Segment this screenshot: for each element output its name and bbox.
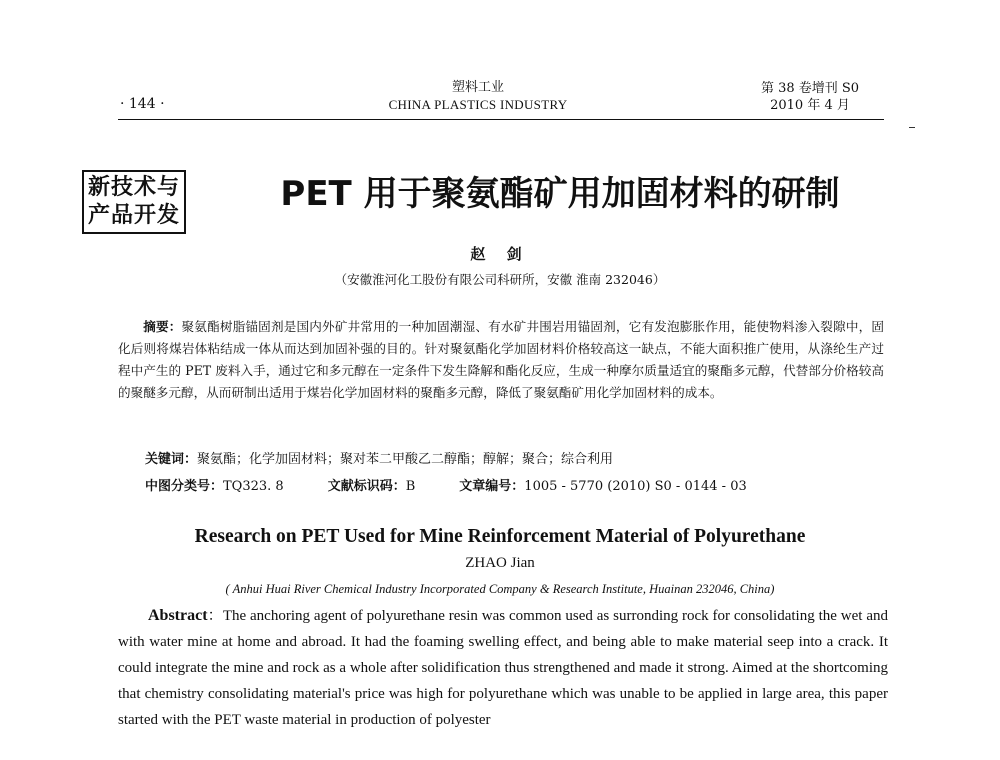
page-number: · 144 · (120, 96, 165, 112)
journal-name-en: CHINA PLASTICS INDUSTRY (388, 97, 568, 112)
journal-name-cn: 塑料工业 (451, 80, 504, 95)
article-title-cn: PET 用于聚氨酯矿用加固材料的研制 (280, 174, 840, 214)
article-no-value: 1005 - 5770 (2010) S0 - 0144 - 03 (524, 479, 747, 494)
author-cn: 赵 剑 (470, 245, 530, 263)
abstract-cn (118, 316, 884, 404)
journal-name (380, 80, 576, 114)
doc-code-value: B (405, 479, 416, 494)
article-no-label: 文章编号： (459, 479, 525, 494)
abstract-en (118, 603, 888, 733)
header-rule (118, 119, 884, 120)
abstract-cn-label: 摘要： (143, 319, 182, 334)
issue-date: 2010 年 4 月 (770, 98, 850, 113)
doc-code-label: 文献标识码： (327, 479, 406, 494)
column-badge-line1: 新技术与 (87, 175, 180, 200)
clc-value: TQ323. 8 (223, 479, 284, 494)
volume-label: 第 38 卷增刊 S0 (760, 81, 860, 96)
article-title-en: Research on PET Used for Mine Reinforcement Material of Polyurethane (194, 526, 806, 547)
abstract-en-separator: ： (207, 608, 223, 624)
affiliation-en: ( Anhui Huai River Chemical Industry Incorporated Company & Research Institute, Huainan 232046, China) (225, 582, 775, 596)
author-en: ZHAO Jian (465, 555, 535, 571)
affiliation-cn: （安徽淮河化工股份有限公司科研所，安徽 淮南 232046） (334, 272, 666, 287)
issue-info (750, 80, 870, 114)
column-badge-line2: 产品开发 (87, 203, 180, 228)
clc-label: 中图分类号： (145, 479, 224, 494)
abstract-cn-text: 聚氨酯树脂锚固剂是国内外矿井常用的一种加固潮湿、有水矿井围岩用锚固剂，它有发泡膨胀作用，能使物料渗入裂隙中，固化后则将煤岩体粘结成一体从而达到加固补强的目的。针对聚氨酯化学加固材料价格较高这一缺点，不能大面积推广使用，从涤纶生产过程中产生的 PET 废料入手，通过它和多元醇在一定条件下发生降解和酯化反应，生成一种摩尔质量适宜的聚酯多元醇，代替部分价格较高的聚醚多元醇，从而研制出适用于煤岩化学加固材料的聚酯多元醇，降低了聚氨酯矿用化学加固材料的成本。 (118, 319, 885, 400)
header-tick-mark (909, 127, 915, 128)
abstract-en-text: The anchoring agent of polyurethane resin was common used as surronding rock for consolidating the wet and with water mine at home and abroad. It had the foaming swelling effect, and being able to make material seep into a crack. It could integrate the mine and rock as a whole after solidification thus strengthened and made it strong. Aimed at the shortcoming that chemistry consolidating material's price was high for polyurethane which was unable to be applied in large area, this paper started with the PET waste material in production of polyester (118, 608, 888, 728)
keywords-cn-text: 聚氨酯；化学加固材料；聚对苯二甲酸乙二醇酯；醇解；聚合；综合利用 (197, 452, 614, 467)
classification-line (145, 475, 885, 494)
abstract-en-label: Abstract (148, 607, 208, 624)
keywords-cn (145, 448, 885, 467)
keywords-cn-label: 关键词： (145, 452, 198, 467)
column-badge (82, 170, 186, 234)
